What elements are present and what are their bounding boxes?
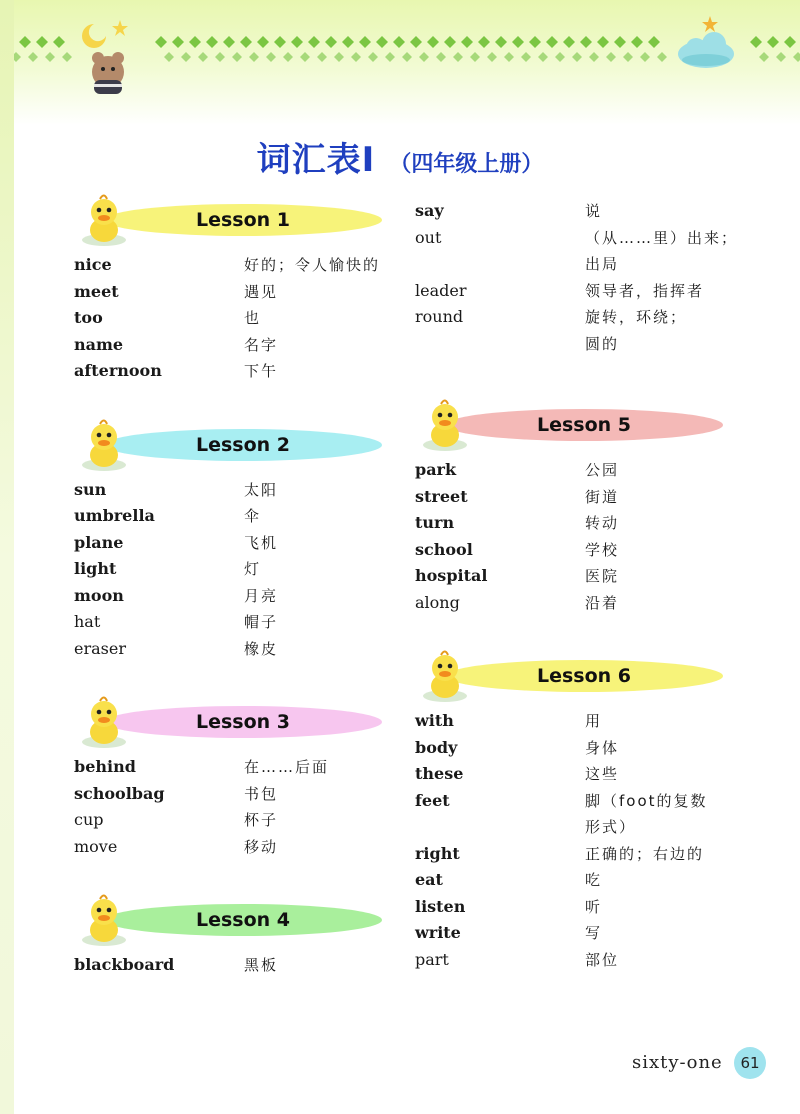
chinese-meaning: 正确的；右边的 bbox=[585, 844, 705, 863]
grade-subtitle: （四年级上册） bbox=[389, 152, 544, 177]
chinese-meaning: 名字 bbox=[244, 335, 279, 354]
chinese-meaning: 在……后面 bbox=[244, 758, 330, 776]
english-word: blackboard bbox=[74, 955, 175, 974]
vocab-row bbox=[415, 867, 745, 894]
chinese-meaning: 移动 bbox=[244, 837, 279, 856]
english-word: behind bbox=[74, 757, 136, 776]
english-word: plane bbox=[74, 532, 124, 552]
lesson-title: Lesson 1 bbox=[195, 209, 291, 231]
lesson-title: Lesson 4 bbox=[195, 909, 291, 931]
english-word: out bbox=[415, 227, 442, 247]
english-word: body bbox=[415, 737, 458, 757]
english-word: right bbox=[415, 843, 460, 863]
vocab-row bbox=[74, 952, 404, 979]
english-word: leader bbox=[415, 280, 467, 300]
vocab-row bbox=[74, 583, 404, 610]
english-word: feet bbox=[415, 790, 450, 810]
vocab-row bbox=[74, 807, 404, 834]
vocab-row bbox=[74, 358, 404, 385]
cloud-icon bbox=[672, 14, 742, 84]
chinese-meaning: 领导者，指挥者 bbox=[585, 281, 705, 300]
chinese-meaning: 也 bbox=[244, 309, 262, 327]
lesson-title: Lesson 2 bbox=[195, 433, 291, 456]
english-word: along bbox=[415, 592, 460, 612]
vocab-row bbox=[415, 761, 745, 788]
lesson-banner bbox=[74, 692, 404, 748]
vocab-row bbox=[415, 251, 745, 278]
vocab-row bbox=[415, 814, 745, 841]
english-word: with bbox=[415, 711, 454, 730]
lesson-banner bbox=[74, 890, 404, 946]
chinese-meaning: 部位 bbox=[585, 950, 620, 969]
lesson-section bbox=[74, 190, 404, 385]
word-list bbox=[74, 952, 404, 979]
vocab-row bbox=[74, 556, 404, 583]
chinese-meaning: 形式） bbox=[585, 818, 637, 836]
english-word: part bbox=[415, 949, 449, 969]
vocab-row bbox=[415, 510, 745, 537]
vocab-row bbox=[74, 754, 404, 781]
english-word: nice bbox=[74, 255, 112, 274]
english-word: round bbox=[415, 307, 464, 326]
chinese-meaning: 写 bbox=[585, 924, 603, 942]
teddy-bear-moon-icon bbox=[72, 14, 142, 104]
lesson-title: Lesson 6 bbox=[536, 665, 632, 687]
word-list bbox=[74, 754, 404, 860]
chinese-meaning: 转动 bbox=[585, 514, 620, 532]
chinese-meaning: 用 bbox=[585, 712, 603, 730]
vocab-row bbox=[415, 708, 745, 735]
english-word: moon bbox=[74, 585, 124, 605]
english-word: eat bbox=[415, 870, 443, 889]
english-word: cup bbox=[74, 810, 104, 829]
english-word bbox=[415, 814, 585, 841]
english-word: park bbox=[415, 460, 457, 479]
page-number-badge: 61 bbox=[734, 1047, 766, 1079]
english-word: turn bbox=[415, 513, 455, 532]
chinese-meaning: 书包 bbox=[244, 784, 279, 803]
lesson-title: Lesson 3 bbox=[195, 711, 291, 733]
english-word: hat bbox=[74, 612, 101, 631]
chinese-meaning: 杯子 bbox=[244, 811, 279, 829]
english-word: these bbox=[415, 764, 464, 783]
chinese-meaning: 身体 bbox=[585, 738, 620, 757]
vocab-row bbox=[74, 279, 404, 306]
section-gap bbox=[74, 860, 404, 890]
chinese-meaning: 好的；令人愉快的 bbox=[244, 256, 381, 274]
vocab-row bbox=[415, 198, 745, 225]
left-column bbox=[74, 190, 404, 979]
vocab-row bbox=[415, 894, 745, 921]
chinese-meaning: 公园 bbox=[585, 461, 620, 479]
vocab-row bbox=[74, 332, 404, 359]
word-list bbox=[415, 457, 745, 616]
vocab-row bbox=[415, 225, 745, 252]
word-list bbox=[74, 477, 404, 663]
vocab-row bbox=[415, 788, 745, 815]
section-gap bbox=[415, 357, 745, 395]
vocab-row bbox=[415, 457, 745, 484]
lesson-section bbox=[415, 395, 745, 616]
vocab-row bbox=[415, 590, 745, 617]
chinese-meaning: 沿着 bbox=[585, 593, 620, 612]
english-word: sun bbox=[74, 479, 107, 499]
english-word: school bbox=[415, 539, 473, 559]
vocab-row bbox=[74, 834, 404, 861]
vocab-row bbox=[415, 331, 745, 358]
lesson-section bbox=[74, 415, 404, 663]
english-word: umbrella bbox=[74, 506, 155, 525]
chinese-meaning: 下午 bbox=[244, 362, 279, 380]
vocab-row bbox=[415, 484, 745, 511]
chinese-meaning: 遇见 bbox=[244, 282, 279, 301]
lesson-banner bbox=[74, 415, 404, 471]
english-word: listen bbox=[415, 896, 466, 916]
english-word: move bbox=[74, 836, 118, 856]
vocab-row bbox=[415, 563, 745, 590]
chinese-meaning: 说 bbox=[585, 202, 603, 220]
lesson-section bbox=[415, 646, 745, 973]
lesson-banner bbox=[74, 190, 404, 246]
chinese-meaning: 医院 bbox=[585, 567, 620, 585]
lesson-banner bbox=[415, 395, 745, 451]
section-gap bbox=[74, 662, 404, 692]
vocab-row bbox=[74, 530, 404, 557]
lesson-section bbox=[74, 890, 404, 979]
chinese-meaning: （从……里）出来； bbox=[585, 228, 739, 247]
chinese-meaning: 学校 bbox=[585, 540, 620, 559]
vocab-row bbox=[415, 947, 745, 974]
vocab-row bbox=[74, 636, 404, 663]
page-title bbox=[0, 132, 800, 181]
section-gap bbox=[74, 385, 404, 415]
chinese-meaning: 旋转，环绕； bbox=[585, 308, 688, 326]
english-word: write bbox=[415, 923, 461, 942]
english-word bbox=[415, 251, 585, 278]
chinese-meaning: 街道 bbox=[585, 487, 620, 506]
vocab-row bbox=[415, 304, 745, 331]
vocab-row bbox=[415, 278, 745, 305]
vocab-row bbox=[74, 477, 404, 504]
english-word: schoolbag bbox=[74, 783, 165, 803]
english-word: eraser bbox=[74, 638, 126, 658]
vocab-row bbox=[74, 305, 404, 332]
vocab-row bbox=[415, 735, 745, 762]
chinese-meaning: 月亮 bbox=[244, 586, 279, 605]
chinese-meaning: 这些 bbox=[585, 765, 620, 783]
page-word: sixty-one bbox=[632, 1052, 723, 1073]
chinese-meaning: 圆的 bbox=[585, 334, 620, 353]
vocab-row bbox=[74, 503, 404, 530]
vocab-row bbox=[74, 781, 404, 808]
lesson-title: Lesson 5 bbox=[536, 414, 632, 436]
english-word: hospital bbox=[415, 566, 488, 585]
vocab-row bbox=[74, 609, 404, 636]
lesson-section bbox=[74, 692, 404, 860]
english-word: name bbox=[74, 334, 124, 354]
english-word: say bbox=[415, 201, 444, 220]
english-word bbox=[415, 331, 585, 358]
word-list bbox=[74, 252, 404, 385]
chinese-meaning: 飞机 bbox=[244, 533, 279, 552]
vocab-row bbox=[415, 841, 745, 868]
chinese-meaning: 吃 bbox=[585, 871, 603, 889]
english-word: light bbox=[74, 559, 117, 578]
english-word: meet bbox=[74, 281, 119, 301]
chinese-meaning: 橡皮 bbox=[244, 639, 279, 658]
chinese-meaning: 脚（foot的复数 bbox=[585, 791, 708, 810]
section-gap bbox=[415, 616, 745, 646]
english-word: afternoon bbox=[74, 361, 162, 380]
word-list bbox=[415, 708, 745, 973]
vocab-row bbox=[415, 920, 745, 947]
chinese-meaning: 出局 bbox=[585, 255, 620, 273]
chinese-meaning: 太阳 bbox=[244, 480, 279, 499]
vocab-row bbox=[74, 252, 404, 279]
vocab-row bbox=[415, 537, 745, 564]
chinese-meaning: 伞 bbox=[244, 507, 262, 525]
english-word: too bbox=[74, 308, 103, 327]
vocabulary-title: 词汇表Ⅰ bbox=[256, 140, 376, 180]
lesson4-continued-list bbox=[415, 198, 745, 357]
chinese-meaning: 黑板 bbox=[244, 956, 279, 974]
chinese-meaning: 帽子 bbox=[244, 613, 279, 631]
chinese-meaning: 听 bbox=[585, 897, 603, 916]
chinese-meaning: 灯 bbox=[244, 560, 262, 578]
stars-icon bbox=[702, 16, 718, 32]
right-column bbox=[415, 198, 745, 973]
lesson-banner bbox=[415, 646, 745, 702]
english-word: street bbox=[415, 486, 468, 506]
